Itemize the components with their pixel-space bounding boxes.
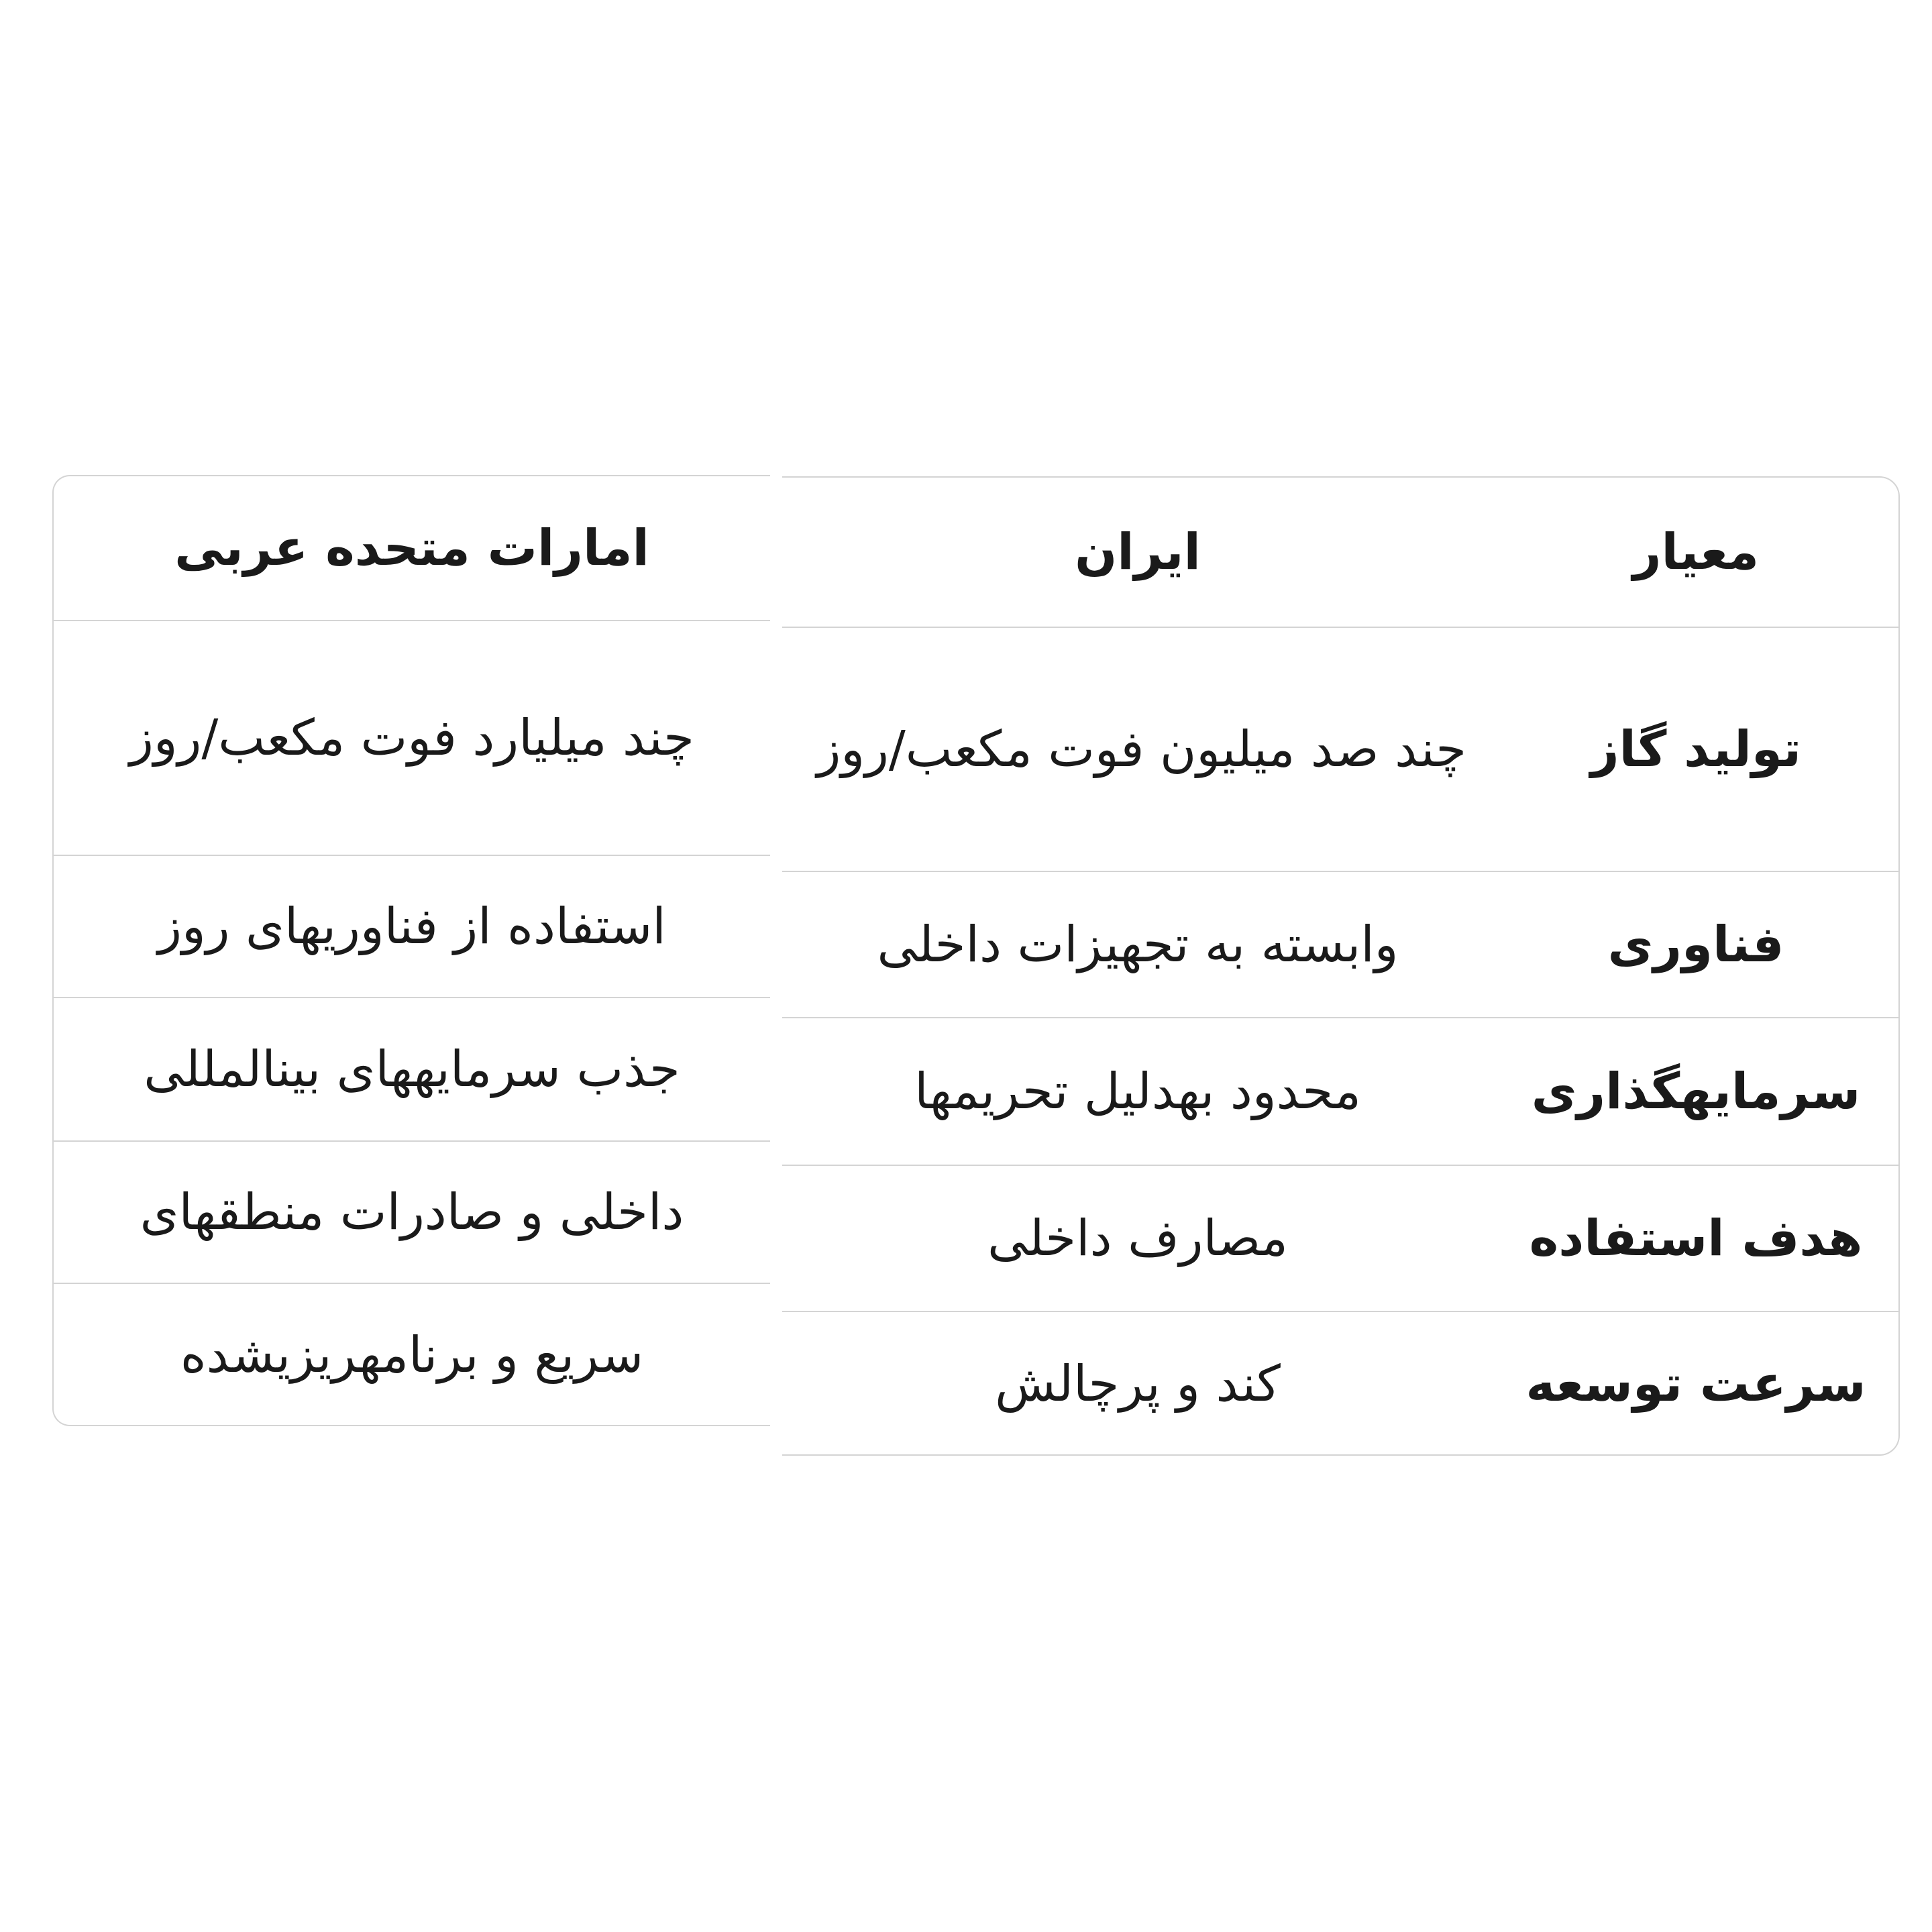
table-row xyxy=(54,1283,770,1426)
table-row xyxy=(782,871,1898,1017)
iran-development-speed: کند و پرچالش xyxy=(995,1355,1281,1413)
table-row xyxy=(54,997,770,1140)
criterion-technology: فناوری xyxy=(1607,916,1784,973)
header-uae: امارات متحده عربی xyxy=(174,519,649,577)
iran-investment: محدود بهدلیل تحریمها xyxy=(914,1063,1361,1120)
criterion-investment: سرمایهگذاری xyxy=(1531,1063,1861,1120)
header-iran: ایران xyxy=(1075,523,1201,581)
uae-technology: استفاده از فناوریهای روز xyxy=(158,898,666,955)
iran-usage-goal: مصارف داخلی xyxy=(987,1210,1288,1267)
criterion-usage-goal: هدف استفاده xyxy=(1529,1210,1863,1267)
uae-table-panel xyxy=(32,429,757,1449)
criterion-gas-production: تولید گاز xyxy=(1590,720,1802,778)
uae-usage-goal: داخلی و صادرات منطقهای xyxy=(140,1183,684,1241)
iran-table-panel xyxy=(789,429,1902,1489)
table-row xyxy=(54,855,770,997)
table-header-row xyxy=(54,476,770,620)
table-header-row xyxy=(782,478,1898,627)
uae-comparison-table xyxy=(52,475,770,1426)
uae-gas-production: چند میلیارد فوت مکعب/روز xyxy=(129,709,694,767)
uae-development-speed: سریع و برنامهریزیشده xyxy=(180,1326,644,1384)
iran-technology: وابسته به تجهیزات داخلی xyxy=(877,916,1399,973)
header-criterion: معیار xyxy=(1632,523,1760,581)
table-row xyxy=(782,1017,1898,1165)
iran-comparison-table xyxy=(782,476,1900,1456)
table-row xyxy=(782,627,1898,871)
table-row xyxy=(54,620,770,855)
table-row xyxy=(54,1140,770,1283)
iran-gas-production xyxy=(782,628,1493,871)
table-row xyxy=(782,1165,1898,1311)
criterion-development-speed: سرعت توسعه xyxy=(1525,1355,1866,1413)
table-row xyxy=(782,1311,1898,1456)
iran-gas-production-text: چند صد میلیون فوت مکعب/روز xyxy=(816,720,1466,778)
uae-investment: جذب سرمایههای بینالمللی xyxy=(144,1040,680,1098)
